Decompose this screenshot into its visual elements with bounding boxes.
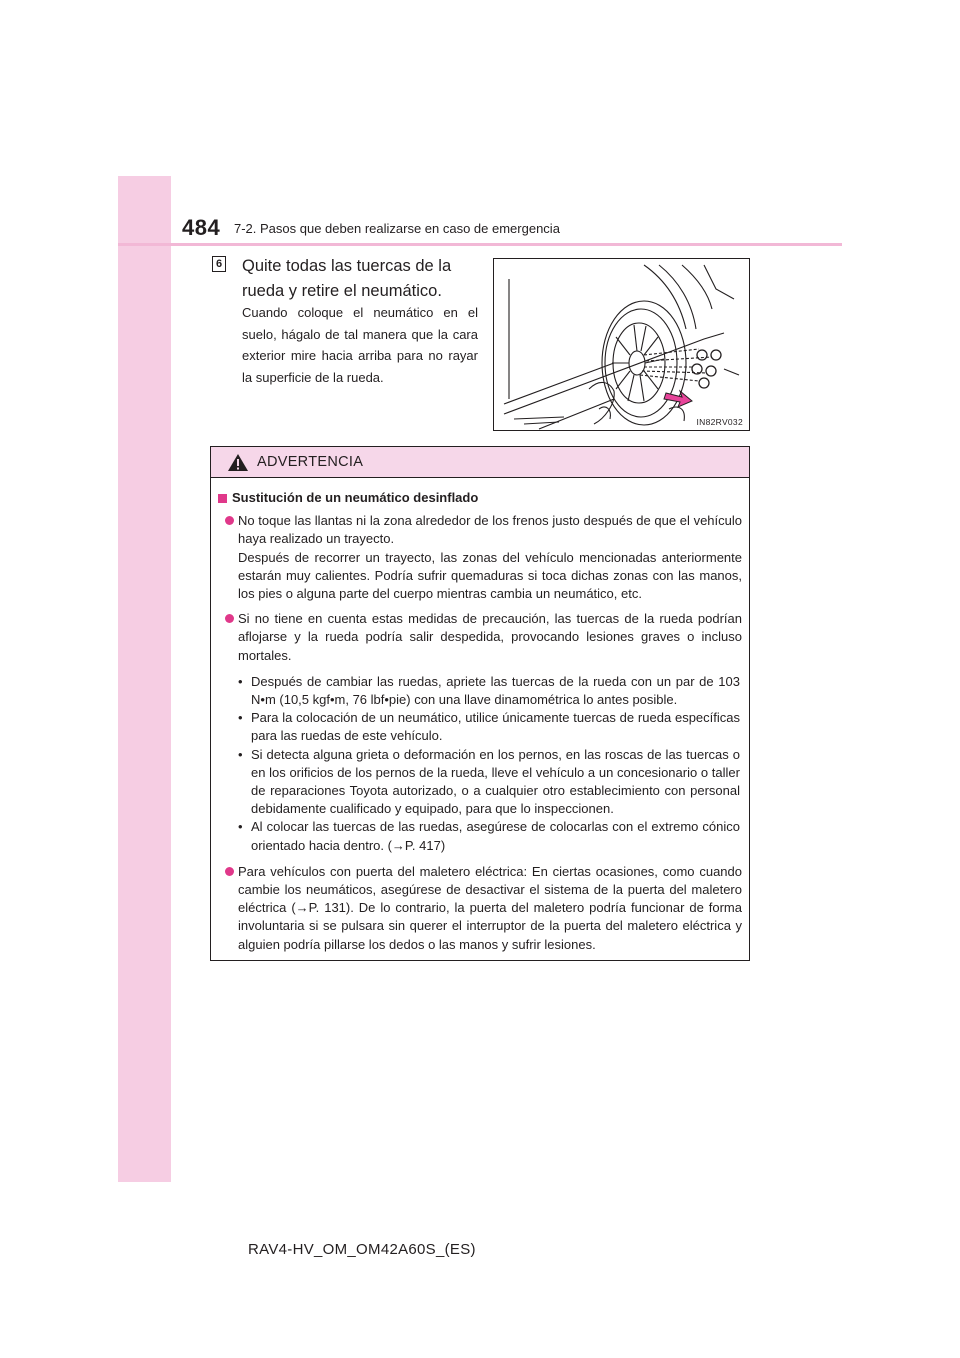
square-bullet-icon — [218, 494, 227, 503]
wheel-removal-illustration — [493, 258, 750, 431]
sub-item-marker: • — [238, 710, 243, 726]
wheel-illustration-art — [494, 259, 749, 430]
step-number-badge: 6 — [212, 256, 226, 272]
warning-sub-item — [238, 818, 742, 854]
sub-item-text: Al colocar las tuercas de las ruedas, asegúrese de colocarlas con el extremo cónico orientado hacia dentro. (→P. 417) — [251, 819, 740, 853]
side-tab-band — [118, 176, 171, 1182]
warning-triangle-icon — [227, 453, 249, 472]
warning-sub-item — [238, 709, 742, 745]
sub-item-text: Para la colocación de un neumático, utilice únicamente tuercas de rueda específicas para las ruedas de este vehículo. — [251, 710, 740, 744]
sub-item-marker: • — [238, 673, 243, 689]
warning-bullet-line: No toque las llantas ni la zona alrededor de los frenos justo después de que el vehículo haya realizado un trayecto. — [238, 513, 742, 547]
warning-sub-list — [218, 673, 742, 855]
sub-item-marker: • — [238, 819, 243, 835]
warning-box — [210, 446, 750, 961]
step-description: Cuando coloque el neumático en el suelo, hágalo de tal manera que la cara exterior mire hacia arriba para no rayar la superficie de la rueda. — [242, 305, 478, 385]
sub-item-marker: • — [238, 746, 243, 762]
warning-bullet — [218, 863, 742, 954]
sub-item-text: Después de cambiar las ruedas, apriete las tuercas de la rueda con un par de 103 N•m (10,5 kgf•m, 76 lbf•pie) con una llave dinamométrica lo antes posible. — [251, 673, 740, 708]
round-bullet-icon — [225, 614, 234, 623]
warning-title: ADVERTENCIA — [257, 454, 364, 470]
warning-bullet-line: Después de recorrer un trayecto, las zonas del vehículo mencionadas anteriormente estarán muy calientes. Podría sufrir quemaduras si toca dichas zonas con las manos, los pies o alguna parte del cuerpo mientras cambia un neumático, etc. — [238, 549, 742, 602]
warning-sub-item — [238, 673, 742, 709]
round-bullet-icon — [225, 516, 234, 525]
warning-subheading-text: Sustitución de un neumático desinflado — [232, 490, 479, 505]
sub-item-text: Si detecta alguna grieta o deformación en los pernos, en las roscas de las tuercas o en los orificios de los pernos de la rueda, lleve el vehículo a un concesionario o taller de reparaciones Toyota autorizado, o a cualquier otro establecimiento con personal debidamente cualificado y equipado, para que lo inspeccionen. — [251, 746, 740, 817]
footer-code: RAV4-HV_OM_OM42A60S_(ES) — [248, 1241, 476, 1258]
warning-bullet — [218, 512, 742, 603]
figure-code: IN82RV032 — [696, 417, 743, 427]
page-number: 484 — [182, 215, 221, 240]
warning-bullet-line: Para vehículos con puerta del maletero eléctrica: En ciertas ocasiones, como cuando cambie los neumáticos, asegúrese de desactivar el sistema de la puerta del maletero eléctrica (→P. 131). De lo contrario, la puerta del maletero podría funcionar de forma involuntaria si se pulsara sin querer el interruptor de la puerta del maletero eléctrica y alguien podría pillarse los dedos o las manos y sufrir lesiones. — [238, 863, 742, 952]
step-title: Quite todas las tuercas de la rueda y retire el neumático. — [242, 257, 452, 300]
warning-header — [211, 447, 749, 478]
round-bullet-icon — [225, 867, 234, 876]
warning-subheading — [218, 489, 742, 507]
header-divider — [118, 243, 842, 246]
warning-bullet-line: Si no tiene en cuenta estas medidas de precaución, las tuercas de la rueda podrían aflojarse y la rueda podría salir despedida, provocando lesiones graves o incluso mortales. — [238, 611, 742, 663]
warning-sub-item — [238, 746, 742, 819]
section-title: 7-2. Pasos que deben realizarse en caso de emergencia — [234, 221, 560, 236]
warning-body — [211, 478, 749, 954]
warning-bullet — [218, 610, 742, 665]
